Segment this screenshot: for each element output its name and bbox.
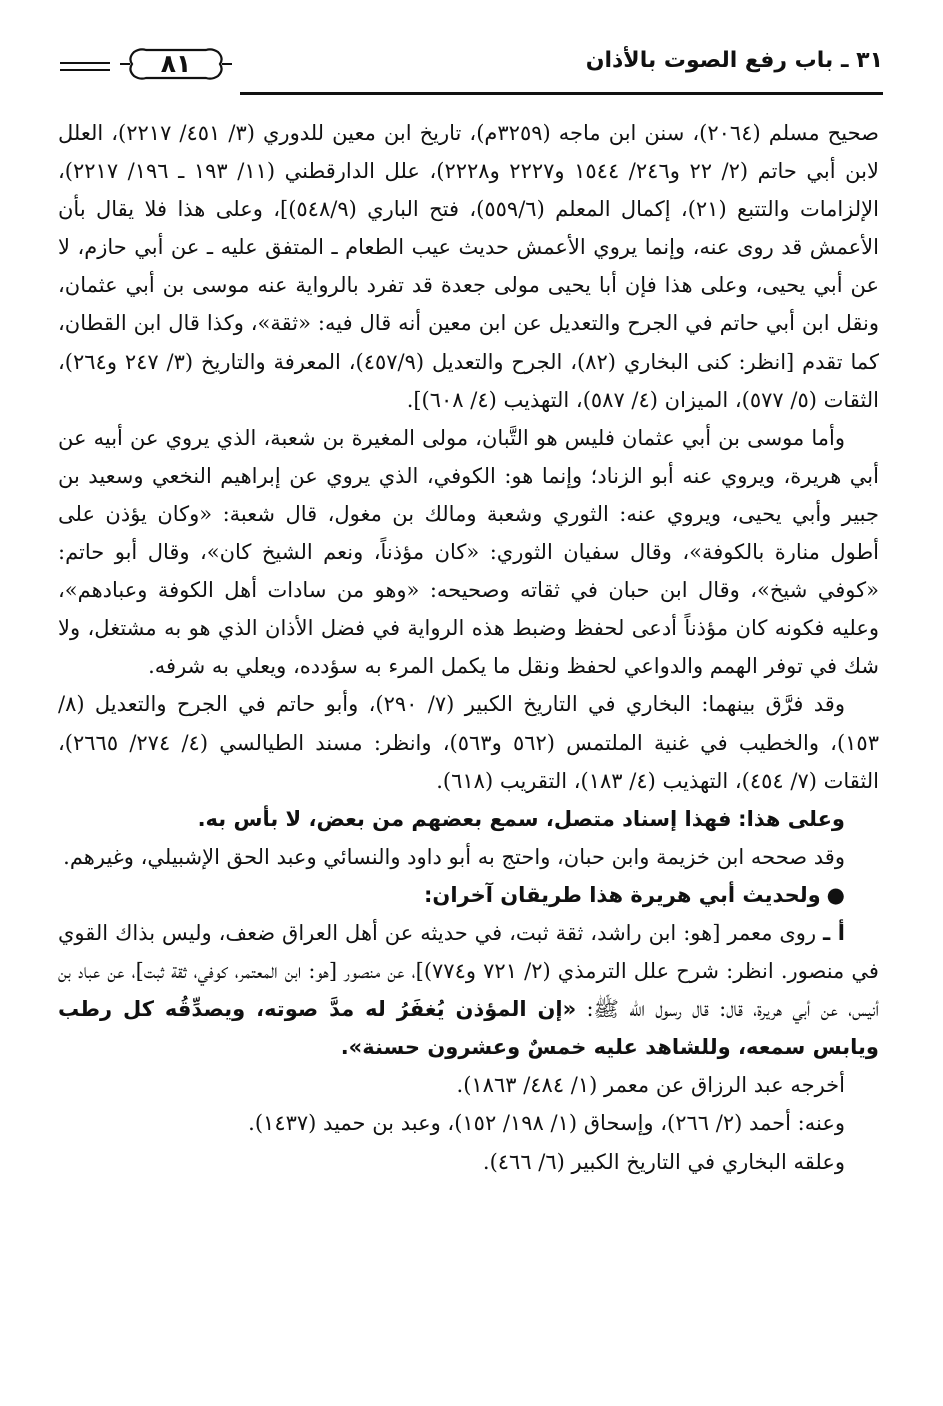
item-label: أ ـ [823,920,845,945]
conclusion-lead: وعلى هذا: [738,806,845,831]
paragraph: وعلقه البخاري في التاريخ الكبير (٦/ ٤٦٦). [482,1149,845,1174]
hadith-text: «إن المؤذن يُغفَرُ له مدَّ صوته، ويصدِّقُه كل رطب ويابس سمعه، وللشاهد عليه خمسٌ وعشرون حسنة». [58,997,879,1060]
paragraph: وأما موسى بن أبي عثمان فليس هو التَّبان، مولى المغيرة بن شعبة، الذي يروي عن أبيه عن أبي هريرة، ويروي عنه أبو الزناد؛ وإنما هو: الكوفي، الذي يروي عن إبراهيم النخعي وسعيد بن جبير وأبي يحيى، ويروي عنه: الثوري وشعبة ومالك بن مغول، قال شعبة: «وكان يؤذن على أطول منارة بالكوفة»، وقال سفيان الثوري: «كان مؤذناً، ونعم الشيخ كان»، وقال أبو حاتم: «كوفي شيخ»، وقال ابن حبان في ثقاته وصحيحه: «وهو من سادات أهل الكوفة وعبادهم»، وعليه فكونه كان مؤذناً أدعى لحفظ وضبط هذه الرواية في فضل الأذان الذي هو به مشتغل، ولا شك في توفر الهمم والدواعي لحفظ ونقل ما يكمل المرء به سؤدده، ويعلي به شرفه. [58,425,879,679]
page-header [60,40,883,104]
hadith-chain: روى معمر [هو: ابن راشد، ثقة ثبت، في حديثه عن أهل العراق ضعف، وليس بذاك القوي في منصور. انظر: شرح علل الترمذي (٢/ ٧٢١ و٧٧٤)]، عن منصور [هو: ابن المعتمر، كوفي، ثقة ثبت]، عن عباد بن أنيس، عن أبي هريرة، قال: قال رسول الله ﷺ: [58,920,879,1022]
page-number: ٨١ [160,49,192,78]
page-number-badge [118,44,234,84]
section-heading [58,876,879,914]
page-body [58,114,879,1181]
paragraph: وعنه: أحمد (٢/ ٢٦٦)، وإسحاق (١/ ١٩٨/ ١٥٢)، وعبد بن حميد (١٤٣٧). [248,1111,845,1136]
chapter-title: ٣١ ـ باب رفع الصوت بالأذان [585,48,883,73]
bullet-icon: ● [826,882,845,907]
paragraph: وقد فرَّق بينهما: البخاري في التاريخ الكبير (٧/ ٢٩٠)، وأبو حاتم في الجرح والتعديل (٨/ ١٥٣)، والخطيب في غنية الملتمس (٥٦٢ و٥٦٣)، وانظر: مسند الطيالسي (٤/ ٢٧٤/ ٢٦٦٥)، الثقات (٧/ ٤٥٤)، التهذيب (٤/ ١٨٣)، التقريب (٦١٨). [58,692,879,793]
paragraph: صحيح مسلم (٢٠٦٤)، سنن ابن ماجه (٣٢٥٩م)، تاريخ ابن معين للدوري (٣/ ٤٥١/ ٢٢١٧)، العلل لابن أبي حاتم (٢/ ٢٢ و٢٤٦/ ١٥٤٤ و٢٢٢٧ و٢٢٢٨)، علل الدارقطني (١١/ ١٩٣ ـ ١٩٦/ ٢٢١٧)، الإلزامات والتتبع (٢١)، إكمال المعلم (٥٥٩/٦)، فتح الباري (٥٤٨/٩)]، وعلى هذا فلا يقال بأن الأعمش قد روى عنه، وإنما يروي الأعمش حديث عيب الطعام ـ المتفق عليه ـ عن أبي حازم، لا عن أبي يحيى، وعلى هذا فإن أبا يحيى مولى جعدة قد تفرد بالرواية عنه موسى بن أبي عثمان، ونقل ابن أبي حاتم في الجرح والتعديل عن ابن معين أنه قال فيه: «ثقة»، وكذا قال ابن القطان، كما تقدم [انظر: كنى البخاري (٨٢)، الجرح والتعديل (٤٥٧/٩)، المعرفة والتاريخ (٣/ ٢٤٧ و٢٦٤)، الثقات (٥/ ٥٧٧)، الميزان (٤/ ٥٨٧)، التهذيب (٤/ ٦٠٨)]. [58,121,879,412]
conclusion-text: فهذا إسناد متصل، سمع بعضهم من بعض، لا بأس به. [197,806,732,831]
section-heading-text: ولحديث أبي هريرة هذا طريقان آخران: [424,882,821,907]
paragraph: وقد صححه ابن خزيمة وابن حبان، واحتج به أبو داود والنسائي وعبد الحق الإشبيلي، وغيرهم. [63,844,845,869]
conclusion-paragraph [58,800,879,838]
header-rule [60,62,110,64]
header-underline [240,92,883,95]
paragraph: أخرجه عبد الرزاق عن معمر (١/ ٤٨٤/ ١٨٦٣). [456,1073,845,1098]
header-rule [60,69,110,71]
hadith-paragraph [58,914,879,1066]
